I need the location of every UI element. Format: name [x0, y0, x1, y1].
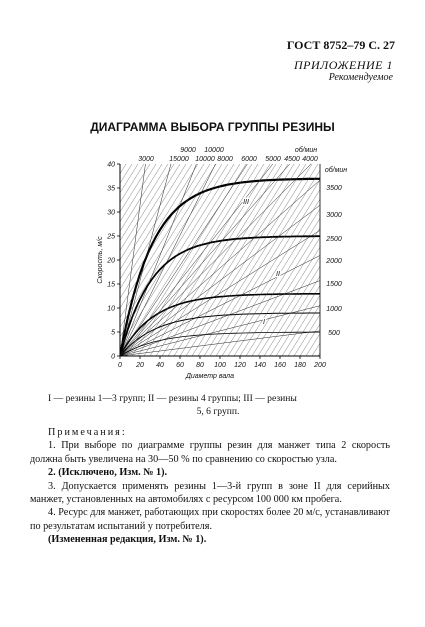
x-tick-label: 100 [214, 362, 226, 369]
x-tick-label: 60 [176, 362, 184, 369]
y-tick-label: 5 [111, 329, 115, 337]
y-tick-label: 20 [107, 257, 115, 265]
legend-line-2: 5, 6 групп. [196, 406, 240, 417]
zone-label: I [263, 319, 265, 326]
x-tick-label: 80 [196, 362, 204, 369]
hatch-line [288, 164, 358, 356]
rpm-ray [120, 155, 320, 356]
rpm-right-label: 1000 [326, 306, 342, 313]
rpm-right-label: 1500 [326, 281, 342, 288]
x-axis-label: Диаметр вала [185, 373, 235, 380]
rpm-right-unit: об/мин [324, 167, 348, 174]
rpm-ray [120, 255, 320, 356]
x-tick-label: 0 [118, 362, 122, 369]
zone-label: III [243, 199, 249, 206]
rpm-right-label: 2000 [326, 258, 342, 265]
rubber-group-chart [88, 146, 358, 384]
rpm-top-label-row2: 10000 [195, 156, 215, 163]
rpm-right-label: 500 [328, 330, 340, 337]
hatch-line [252, 164, 358, 356]
rpm-top-label-row2: 6000 [241, 156, 257, 163]
recommended-label: Рекомендуемое [328, 72, 393, 83]
hatch-line [342, 164, 358, 356]
x-tick-label: 140 [254, 362, 266, 369]
y-tick-label: 0 [111, 353, 115, 361]
rpm-top-label-row1: 10000 [204, 147, 224, 154]
rpm-top-label-row2: 8000 [217, 156, 233, 163]
rpm-ray [120, 180, 320, 356]
note-4: 4. Ресурс для манжет, работающих при скоростях более 20 м/с, устанавливают по результатам испытаний у потребителя. [30, 507, 390, 532]
y-axis-label: Скорость, м/с [97, 236, 104, 284]
rpm-right-label: 3500 [326, 185, 342, 192]
rpm-right-label: 3000 [326, 212, 342, 219]
hatch-line [88, 161, 120, 356]
note-1: 1. При выборе по диаграмме группы резин для манжет типа 2 скорость должна быть увеличена на 30—50 % по сравнению со скоростью узла. [30, 440, 390, 465]
chart-legend [48, 392, 388, 418]
hatch-line [348, 164, 358, 356]
y-tick-label: 10 [107, 305, 115, 313]
y-tick-label: 40 [107, 161, 115, 169]
appendix-label: ПРИЛОЖЕНИЕ 1 [294, 58, 393, 72]
rpm-top-label-row2: 4000 [302, 156, 318, 163]
note-2: 2. (Исключено, Изм. № 1). [48, 467, 168, 479]
rpm-top-label-row2: 15000 [169, 156, 189, 163]
rpm-right-label: 2500 [326, 236, 342, 243]
x-tick-label: 120 [234, 362, 246, 369]
y-tick-label: 25 [107, 233, 115, 241]
note-3: 3. Допускается применять резины 1—3-й групп в зоне II для серийных манжет, установленных на автомобилях с ресурсом 100 000 км пробега. [30, 480, 390, 506]
rpm-top-label-row1: 9000 [180, 147, 196, 154]
legend-line-1: I — резины 1—3 групп; II — резины 4 группы; III — резины [48, 393, 297, 404]
rpm-top-label-row2: 3000 [138, 156, 154, 163]
y-tick-label: 30 [107, 209, 115, 217]
y-tick-label: 15 [107, 281, 115, 289]
hatch-line [276, 164, 358, 356]
hatch-line [354, 164, 358, 356]
zone-label: II [276, 271, 280, 278]
rpm-top-label-row2: 4500 [284, 156, 300, 163]
plot-area [88, 146, 358, 356]
x-tick-label: 20 [136, 362, 144, 369]
x-tick-label: 40 [156, 362, 164, 369]
rpm-top-unit: об/мин [294, 147, 318, 154]
notes-section [30, 426, 390, 547]
notes-heading: Примечания: [48, 427, 127, 438]
rpm-top-label-row2: 5000 [265, 156, 281, 163]
y-tick-label: 35 [107, 185, 115, 193]
diagram-title: ДИАГРАММА ВЫБОРА ГРУППЫ РЕЗИНЫ [90, 120, 335, 134]
note-edit: (Измененная редакция, Изм. № 1). [48, 534, 207, 546]
hatch-line [270, 164, 358, 356]
x-tick-label: 180 [294, 362, 306, 369]
x-tick-label: 200 [314, 362, 326, 369]
page-header: ГОСТ 8752–79 С. 27 [286, 38, 395, 52]
x-tick-label: 160 [274, 362, 286, 369]
